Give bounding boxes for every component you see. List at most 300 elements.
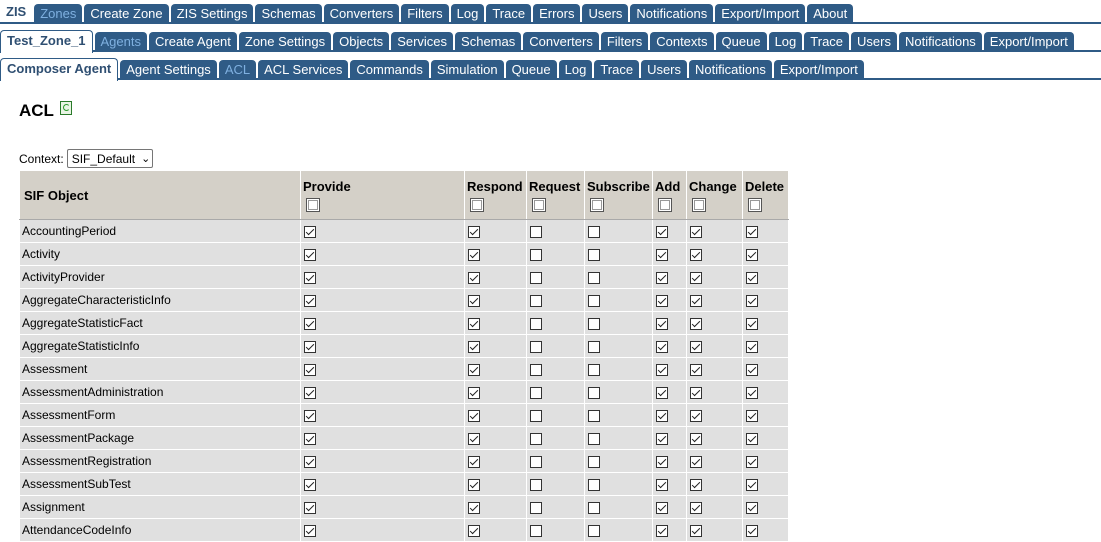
permission-cell: [687, 312, 743, 335]
request-checkbox[interactable]: [530, 226, 542, 238]
agent-nav-divider: [0, 78, 1101, 80]
sif-object-name: AssessmentSubTest: [20, 473, 301, 496]
table-row: [20, 427, 789, 450]
respond-checkbox[interactable]: [468, 456, 480, 468]
add-checkbox[interactable]: [656, 410, 668, 422]
add-checkbox[interactable]: [656, 502, 668, 514]
tab-services[interactable]: Services: [391, 32, 453, 52]
permission-cell: [301, 404, 465, 427]
sif-object-name: AggregateStatisticFact: [20, 312, 301, 335]
permission-cell: [743, 427, 789, 450]
permission-cell: [585, 243, 653, 266]
tab-create-zone[interactable]: Create Zone: [84, 4, 168, 24]
permission-cell: [653, 289, 687, 312]
provide-checkbox[interactable]: [304, 525, 316, 537]
respond-checkbox[interactable]: [468, 525, 480, 537]
delete-checkbox[interactable]: [746, 341, 758, 353]
agent-label: Composer Agent: [0, 58, 118, 81]
context-select-value: SIF_Default: [71, 151, 136, 166]
acl-header-row: [20, 171, 789, 220]
tab-errors[interactable]: Errors: [533, 4, 580, 24]
sif-object-name: AttendanceCodeInfo: [20, 519, 301, 542]
zis-nav-bar: [0, 0, 1101, 24]
permission-cell: [527, 496, 585, 519]
zone-tabs: [0, 30, 1074, 52]
permission-cell: [653, 473, 687, 496]
tab-queue[interactable]: Queue: [716, 32, 767, 52]
provide-checkbox[interactable]: [304, 249, 316, 261]
permission-cell: [743, 496, 789, 519]
permission-cell: [527, 358, 585, 381]
tab-filters[interactable]: Filters: [401, 4, 448, 24]
permission-cell: [527, 473, 585, 496]
permission-cell: [687, 450, 743, 473]
add-checkbox[interactable]: [656, 249, 668, 261]
column-label: Provide: [303, 179, 351, 194]
column-label: Add: [655, 179, 681, 194]
delete-checkbox[interactable]: [746, 295, 758, 307]
add-checkbox[interactable]: [656, 318, 668, 330]
respond-checkbox[interactable]: [468, 226, 480, 238]
change-checkbox[interactable]: [690, 525, 702, 537]
permission-cell: [585, 289, 653, 312]
add-checkbox[interactable]: [656, 479, 668, 491]
permission-cell: [465, 473, 527, 496]
permission-cell: [743, 358, 789, 381]
tab-trace[interactable]: Trace: [594, 60, 639, 80]
permission-cell: [687, 427, 743, 450]
permission-cell: [301, 473, 465, 496]
delete-checkbox[interactable]: [746, 226, 758, 238]
permission-cell: [527, 427, 585, 450]
subscribe-checkbox[interactable]: [588, 318, 600, 330]
tab-users[interactable]: Users: [851, 32, 897, 52]
select-all-respond-checkbox[interactable]: [470, 198, 484, 212]
respond-checkbox[interactable]: [468, 341, 480, 353]
delete-checkbox[interactable]: [746, 387, 758, 399]
respond-checkbox[interactable]: [468, 364, 480, 376]
subscribe-checkbox[interactable]: [588, 387, 600, 399]
tab-acl-services[interactable]: ACL Services: [258, 60, 348, 80]
subscribe-checkbox[interactable]: [588, 341, 600, 353]
request-checkbox[interactable]: [530, 318, 542, 330]
column-header-subscribe: [585, 171, 653, 220]
permission-cell: [653, 496, 687, 519]
permission-cell: [743, 381, 789, 404]
permission-cell: [527, 220, 585, 243]
select-all-request-checkbox[interactable]: [532, 198, 546, 212]
table-row: [20, 335, 789, 358]
table-row: [20, 473, 789, 496]
permission-cell: [301, 427, 465, 450]
subscribe-checkbox[interactable]: [588, 226, 600, 238]
delete-checkbox[interactable]: [746, 318, 758, 330]
tab-log[interactable]: Log: [559, 60, 593, 80]
permission-cell: [743, 289, 789, 312]
provide-checkbox[interactable]: [304, 410, 316, 422]
permission-cell: [687, 358, 743, 381]
refresh-icon[interactable]: [60, 101, 72, 115]
add-checkbox[interactable]: [656, 387, 668, 399]
tab-agent-settings[interactable]: Agent Settings: [120, 60, 217, 80]
permission-cell: [465, 289, 527, 312]
request-checkbox[interactable]: [530, 387, 542, 399]
table-row: [20, 450, 789, 473]
provide-checkbox[interactable]: [304, 456, 316, 468]
subscribe-checkbox[interactable]: [588, 295, 600, 307]
permission-cell: [527, 519, 585, 542]
respond-checkbox[interactable]: [468, 479, 480, 491]
permission-cell: [465, 519, 527, 542]
select-all-delete-checkbox[interactable]: [748, 198, 762, 212]
acl-table: [19, 170, 789, 542]
column-label: Request: [529, 179, 581, 194]
permission-cell: [301, 496, 465, 519]
permission-cell: [743, 243, 789, 266]
subscribe-checkbox[interactable]: [588, 479, 600, 491]
zone-nav-divider: [0, 50, 1101, 52]
table-row: [20, 381, 789, 404]
tab-users[interactable]: Users: [641, 60, 687, 80]
provide-checkbox[interactable]: [304, 387, 316, 399]
select-all-change-checkbox[interactable]: [692, 198, 706, 212]
change-checkbox[interactable]: [690, 272, 702, 284]
sif-object-name: AssessmentForm: [20, 404, 301, 427]
permission-cell: [301, 289, 465, 312]
tab-about[interactable]: About: [807, 4, 853, 24]
change-checkbox[interactable]: [690, 318, 702, 330]
context-selector: [19, 149, 153, 168]
tab-queue[interactable]: Queue: [506, 60, 557, 80]
permission-cell: [687, 381, 743, 404]
zone-nav-bar: [0, 28, 1101, 52]
sif-object-name: AccountingPeriod: [20, 220, 301, 243]
tab-zone-settings[interactable]: Zone Settings: [239, 32, 331, 52]
permission-cell: [301, 335, 465, 358]
permission-cell: [527, 289, 585, 312]
add-checkbox[interactable]: [656, 525, 668, 537]
tab-schemas[interactable]: Schemas: [255, 4, 321, 24]
permission-cell: [301, 450, 465, 473]
tab-objects[interactable]: Objects: [333, 32, 389, 52]
delete-checkbox[interactable]: [746, 272, 758, 284]
provide-checkbox[interactable]: [304, 341, 316, 353]
change-checkbox[interactable]: [690, 249, 702, 261]
delete-checkbox[interactable]: [746, 479, 758, 491]
delete-checkbox[interactable]: [746, 410, 758, 422]
permission-cell: [743, 312, 789, 335]
column-header-delete: [743, 171, 789, 220]
permission-cell: [585, 404, 653, 427]
request-checkbox[interactable]: [530, 456, 542, 468]
permission-cell: [687, 243, 743, 266]
permission-cell: [301, 266, 465, 289]
respond-checkbox[interactable]: [468, 318, 480, 330]
delete-checkbox[interactable]: [746, 249, 758, 261]
permission-cell: [687, 335, 743, 358]
request-checkbox[interactable]: [530, 525, 542, 537]
permission-cell: [585, 473, 653, 496]
add-checkbox[interactable]: [656, 341, 668, 353]
zone-label: Test_Zone_1: [0, 30, 93, 53]
page-title: ACL: [19, 101, 54, 120]
permission-cell: [653, 312, 687, 335]
respond-checkbox[interactable]: [468, 272, 480, 284]
tab-export-import[interactable]: Export/Import: [774, 60, 864, 80]
column-header-add: [653, 171, 687, 220]
tab-notifications[interactable]: Notifications: [689, 60, 772, 80]
subscribe-checkbox[interactable]: [588, 456, 600, 468]
permission-cell: [465, 427, 527, 450]
tab-contexts[interactable]: Contexts: [650, 32, 713, 52]
permission-cell: [301, 358, 465, 381]
sif-object-name: Assessment: [20, 358, 301, 381]
column-header-request: [527, 171, 585, 220]
tab-create-agent[interactable]: Create Agent: [149, 32, 237, 52]
permission-cell: [653, 243, 687, 266]
permission-cell: [465, 220, 527, 243]
permission-cell: [687, 473, 743, 496]
respond-checkbox[interactable]: [468, 249, 480, 261]
permission-cell: [527, 450, 585, 473]
column-header-respond: [465, 171, 527, 220]
permission-cell: [687, 289, 743, 312]
table-row: [20, 243, 789, 266]
permission-cell: [527, 404, 585, 427]
provide-checkbox[interactable]: [304, 479, 316, 491]
add-checkbox[interactable]: [656, 364, 668, 376]
tab-log[interactable]: Log: [769, 32, 803, 52]
permission-cell: [527, 266, 585, 289]
subscribe-checkbox[interactable]: [588, 364, 600, 376]
permission-cell: [527, 243, 585, 266]
permission-cell: [585, 427, 653, 450]
respond-checkbox[interactable]: [468, 410, 480, 422]
permission-cell: [585, 220, 653, 243]
permission-cell: [743, 404, 789, 427]
tab-converters[interactable]: Converters: [324, 4, 400, 24]
permission-cell: [585, 450, 653, 473]
zis-label: ZIS: [0, 2, 32, 24]
tab-log[interactable]: Log: [451, 4, 485, 24]
context-label: Context:: [19, 151, 64, 166]
delete-checkbox[interactable]: [746, 456, 758, 468]
permission-cell: [527, 381, 585, 404]
add-checkbox[interactable]: [656, 226, 668, 238]
request-checkbox[interactable]: [530, 295, 542, 307]
change-checkbox[interactable]: [690, 295, 702, 307]
permission-cell: [653, 404, 687, 427]
add-checkbox[interactable]: [656, 456, 668, 468]
tab-trace[interactable]: Trace: [486, 4, 531, 24]
column-header-provide: [301, 171, 465, 220]
permission-cell: [465, 266, 527, 289]
column-label: Delete: [745, 179, 785, 194]
change-checkbox[interactable]: [690, 341, 702, 353]
sif-object-name: Activity: [20, 243, 301, 266]
permission-cell: [465, 496, 527, 519]
provide-checkbox[interactable]: [304, 433, 316, 445]
zis-nav-divider: [0, 22, 1101, 24]
agent-nav-bar: [0, 56, 1101, 80]
zis-tabs: [0, 2, 853, 24]
respond-checkbox[interactable]: [468, 433, 480, 445]
permission-cell: [301, 519, 465, 542]
permission-cell: [585, 358, 653, 381]
agent-tabs: [0, 58, 864, 80]
permission-cell: [527, 312, 585, 335]
permission-cell: [465, 404, 527, 427]
permission-cell: [687, 404, 743, 427]
tab-export-import[interactable]: Export/Import: [715, 4, 805, 24]
change-checkbox[interactable]: [690, 226, 702, 238]
permission-cell: [653, 427, 687, 450]
tab-notifications[interactable]: Notifications: [630, 4, 713, 24]
sif-object-name: AssessmentPackage: [20, 427, 301, 450]
column-label: Change: [689, 179, 737, 194]
table-row: [20, 289, 789, 312]
permission-cell: [687, 220, 743, 243]
permission-cell: [653, 266, 687, 289]
column-header-change: [687, 171, 743, 220]
permission-cell: [301, 381, 465, 404]
subscribe-checkbox[interactable]: [588, 433, 600, 445]
permission-cell: [653, 335, 687, 358]
respond-checkbox[interactable]: [468, 295, 480, 307]
sif-object-name: AssessmentRegistration: [20, 450, 301, 473]
table-row: [20, 220, 789, 243]
table-row: [20, 312, 789, 335]
tab-export-import[interactable]: Export/Import: [984, 32, 1074, 52]
permission-cell: [653, 220, 687, 243]
permission-cell: [465, 358, 527, 381]
delete-checkbox[interactable]: [746, 502, 758, 514]
add-checkbox[interactable]: [656, 433, 668, 445]
request-checkbox[interactable]: [530, 272, 542, 284]
permission-cell: [687, 496, 743, 519]
sif-object-name: AggregateStatisticInfo: [20, 335, 301, 358]
provide-checkbox[interactable]: [304, 272, 316, 284]
permission-cell: [653, 381, 687, 404]
provide-checkbox[interactable]: [304, 226, 316, 238]
delete-checkbox[interactable]: [746, 433, 758, 445]
request-checkbox[interactable]: [530, 479, 542, 491]
permission-cell: [585, 266, 653, 289]
subscribe-checkbox[interactable]: [588, 410, 600, 422]
select-all-add-checkbox[interactable]: [658, 198, 672, 212]
permission-cell: [301, 312, 465, 335]
provide-checkbox[interactable]: [304, 295, 316, 307]
permission-cell: [585, 519, 653, 542]
sif-object-name: Assignment: [20, 496, 301, 519]
permission-cell: [301, 243, 465, 266]
request-checkbox[interactable]: [530, 433, 542, 445]
permission-cell: [465, 381, 527, 404]
tab-trace[interactable]: Trace: [804, 32, 849, 52]
permission-cell: [653, 358, 687, 381]
subscribe-checkbox[interactable]: [588, 249, 600, 261]
change-checkbox[interactable]: [690, 502, 702, 514]
tab-acl[interactable]: ACL: [219, 60, 256, 80]
subscribe-checkbox[interactable]: [588, 525, 600, 537]
request-checkbox[interactable]: [530, 364, 542, 376]
respond-checkbox[interactable]: [468, 502, 480, 514]
column-label: Respond: [467, 179, 523, 194]
change-checkbox[interactable]: [690, 433, 702, 445]
tab-zones[interactable]: Zones: [34, 4, 82, 24]
permission-cell: [743, 519, 789, 542]
acl-body: [20, 220, 789, 542]
request-checkbox[interactable]: [530, 502, 542, 514]
table-row: [20, 519, 789, 542]
provide-checkbox[interactable]: [304, 318, 316, 330]
add-checkbox[interactable]: [656, 272, 668, 284]
delete-checkbox[interactable]: [746, 364, 758, 376]
subscribe-checkbox[interactable]: [588, 272, 600, 284]
change-checkbox[interactable]: [690, 387, 702, 399]
tab-schemas[interactable]: Schemas: [455, 32, 521, 52]
request-checkbox[interactable]: [530, 410, 542, 422]
permission-cell: [743, 335, 789, 358]
permission-cell: [687, 266, 743, 289]
request-checkbox[interactable]: [530, 341, 542, 353]
table-row: [20, 496, 789, 519]
permission-cell: [687, 519, 743, 542]
permission-cell: [585, 381, 653, 404]
tab-converters[interactable]: Converters: [523, 32, 599, 52]
tab-agents[interactable]: Agents: [95, 32, 147, 52]
tab-notifications[interactable]: Notifications: [899, 32, 982, 52]
page-heading: [19, 101, 72, 121]
permission-cell: [585, 312, 653, 335]
permission-cell: [743, 220, 789, 243]
context-select[interactable]: [67, 149, 154, 168]
tab-simulation[interactable]: Simulation: [431, 60, 504, 80]
table-row: [20, 358, 789, 381]
provide-checkbox[interactable]: [304, 364, 316, 376]
subscribe-checkbox[interactable]: [588, 502, 600, 514]
change-checkbox[interactable]: [690, 410, 702, 422]
permission-cell: [743, 450, 789, 473]
permission-cell: [743, 266, 789, 289]
select-all-provide-checkbox[interactable]: [306, 198, 320, 212]
respond-checkbox[interactable]: [468, 387, 480, 399]
tab-zis-settings[interactable]: ZIS Settings: [171, 4, 254, 24]
permission-cell: [585, 496, 653, 519]
permission-cell: [465, 450, 527, 473]
request-checkbox[interactable]: [530, 249, 542, 261]
tab-filters[interactable]: Filters: [601, 32, 648, 52]
chevron-down-icon: ⌄: [141, 153, 151, 165]
tab-users[interactable]: Users: [582, 4, 628, 24]
permission-cell: [585, 335, 653, 358]
change-checkbox[interactable]: [690, 364, 702, 376]
permission-cell: [653, 450, 687, 473]
permission-cell: [465, 243, 527, 266]
provide-checkbox[interactable]: [304, 502, 316, 514]
delete-checkbox[interactable]: [746, 525, 758, 537]
column-label: Subscribe: [587, 179, 650, 194]
permission-cell: [465, 312, 527, 335]
change-checkbox[interactable]: [690, 479, 702, 491]
change-checkbox[interactable]: [690, 456, 702, 468]
table-row: [20, 404, 789, 427]
select-all-subscribe-checkbox[interactable]: [590, 198, 604, 212]
permission-cell: [465, 335, 527, 358]
add-checkbox[interactable]: [656, 295, 668, 307]
tab-commands[interactable]: Commands: [350, 60, 428, 80]
sif-object-name: ActivityProvider: [20, 266, 301, 289]
